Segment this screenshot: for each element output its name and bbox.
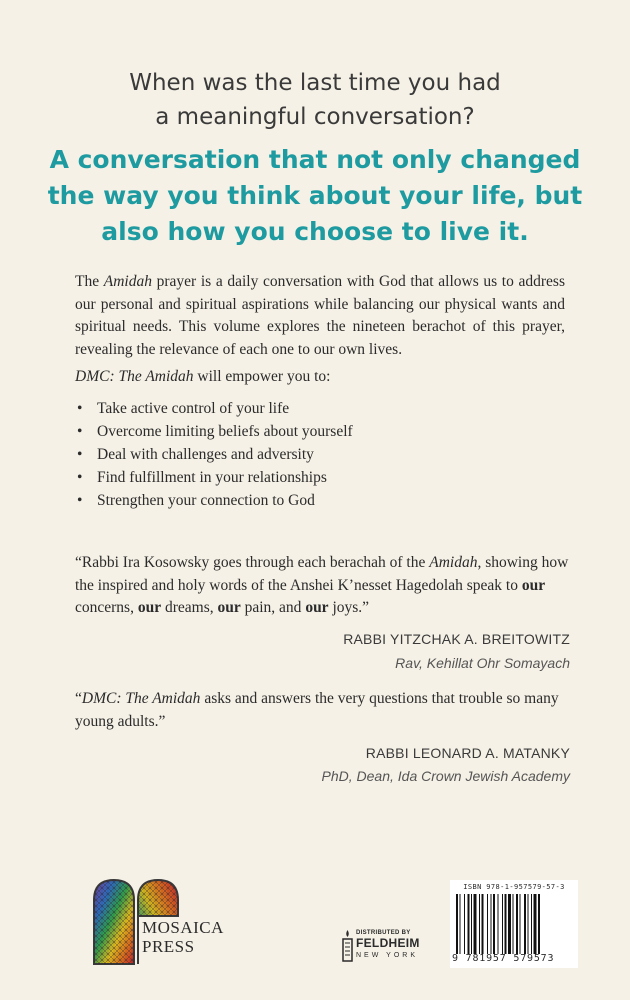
intro-text-start: The [75, 273, 104, 290]
flame-book-icon [342, 930, 353, 962]
endorser-2-name: RABBI LEONARD A. MATANKY [365, 745, 570, 761]
list-item [75, 443, 353, 466]
list-item-text: Deal with challenges and adversity [97, 446, 314, 463]
subhead [0, 142, 630, 250]
quote1-text-b: , showing how the inspired and holy words of the Anshei K’nesset Hagedolah speak to [75, 554, 569, 594]
quote1-bold-our-4: our [305, 599, 329, 616]
bullet-icon: • [77, 469, 83, 486]
intro-paragraph [75, 271, 565, 361]
publisher-line-1: MOSAICA [142, 918, 224, 937]
quote1-text-d: dreams, [161, 599, 218, 616]
isbn-label: ISBN 978-1-957579-57-3 [463, 883, 565, 891]
publisher-name [142, 918, 224, 956]
endorser-1-title: Rav, Kehillat Ohr Somayach [395, 655, 570, 671]
headline [0, 66, 630, 134]
list-item [75, 397, 353, 420]
list-item-text: Strengthen your connection to God [97, 492, 315, 509]
quote2-text: asks and answers the very questions that trouble so many young adults.” [75, 690, 559, 730]
list-item-text: Take active control of your life [97, 400, 290, 417]
subhead-line-1: A conversation that not only changed [49, 145, 581, 174]
endorser-2-title: PhD, Dean, Ida Crown Jewish Academy [321, 768, 570, 784]
bullet-icon: • [77, 423, 83, 440]
list-item-text: Overcome limiting beliefs about yourself [97, 423, 353, 440]
bullet-icon: • [77, 400, 83, 417]
headline-line-2: a meaningful conversation? [155, 104, 475, 130]
list-item [75, 466, 353, 489]
list-item-text: Find fulfillment in your relationships [97, 469, 327, 486]
isbn-barcode [450, 880, 578, 968]
benefits-list [75, 397, 353, 512]
distributed-by-label: DISTRIBUTED BY [356, 930, 411, 936]
quote2-open: “ [75, 690, 82, 707]
list-item [75, 420, 353, 443]
list-item [75, 489, 353, 512]
publisher-line-2: PRESS [142, 937, 195, 956]
quote1-bold-our-1: our [521, 576, 546, 594]
endorser-1-name: RABBI YITZCHAK A. BREITOWITZ [343, 631, 570, 647]
quote1-bold-our-2: our [137, 599, 162, 616]
quote1-text-c: concerns, [75, 599, 138, 616]
bullet-icon: • [77, 446, 83, 463]
headline-line-1: When was the last time you had [129, 70, 501, 96]
bullet-icon: • [77, 492, 83, 509]
barcode-bars-icon [456, 894, 572, 954]
quote1-text-f: joys.” [328, 599, 370, 616]
distributor-name: FELDHEIM [356, 936, 420, 950]
quote1-text-a: “Rabbi Ira Kosowsky goes through each berachah of the [75, 554, 430, 571]
barcode-digits: 9 781957 579573 [452, 953, 555, 964]
subhead-line-2: the way you think about your life, but [47, 181, 583, 210]
quote1-text-e: pain, and [240, 599, 306, 616]
endorsement-quote-1 [75, 552, 575, 620]
subhead-line-3: also how you choose to live it. [101, 217, 529, 246]
quote2-book-title: DMC: The Amidah [81, 690, 201, 707]
quote1-bold-our-3: our [217, 599, 241, 616]
distributor-city: NEW YORK [356, 952, 418, 959]
empower-line [75, 368, 330, 386]
empower-text: will empower you to: [193, 368, 331, 385]
quote1-italic-amidah: Amidah [429, 554, 478, 571]
intro-text-rest: prayer is a daily conversation with God that allows us to address our personal and spiritual aspirations while balancing our physical wants and spiritual needs. This volume explores the nineteen berachot of this prayer, revealing the relevance of each one to our own lives. [75, 273, 565, 358]
endorsement-quote-2 [75, 688, 565, 733]
distributor-logo [342, 928, 442, 964]
empower-book-title: DMC: The Amidah [75, 368, 194, 385]
intro-italic-amidah: Amidah [103, 273, 152, 290]
